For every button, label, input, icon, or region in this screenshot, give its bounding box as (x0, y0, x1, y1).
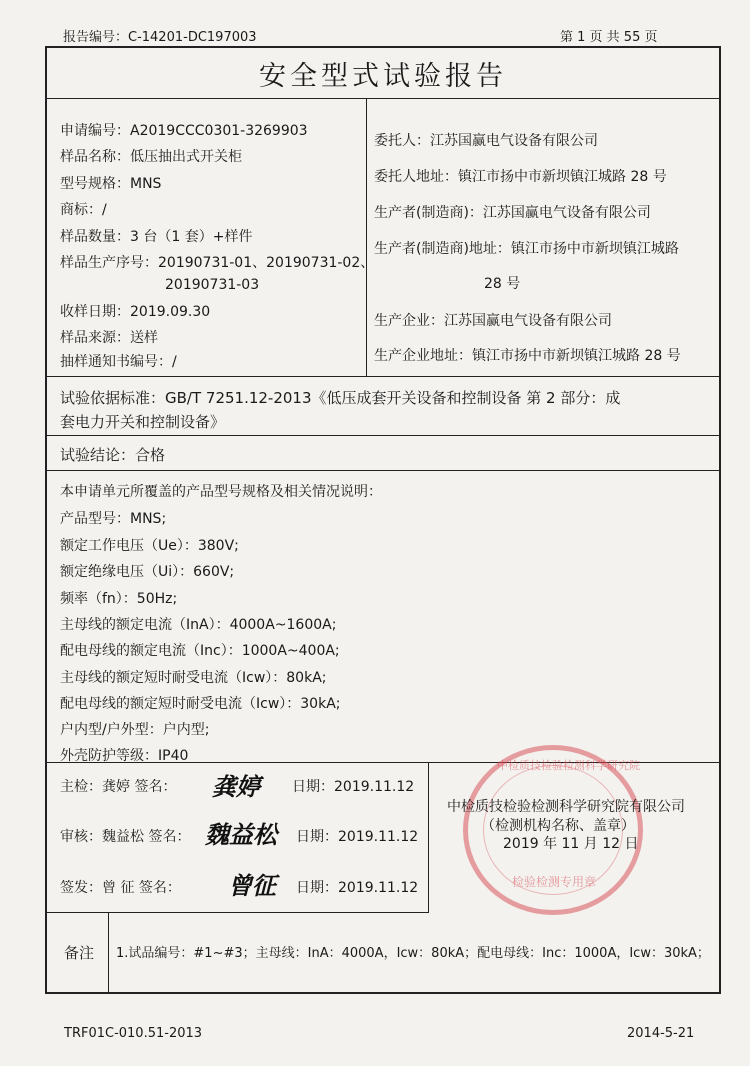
spec-line: 配电母线的额定电流（Inc）：1000A~400A; (60, 643, 340, 659)
test-standard: 试验依据标准：GB/T 7251.12-2013《低压成套开关设备和控制设备 第 2 部分：成 (60, 389, 621, 407)
producer-address: 生产企业地址：镇江市扬中市新坝镇江城路 28 号 (374, 348, 681, 364)
test-standard-cont: 套电力开关和控制设备》 (60, 413, 226, 431)
inspector-label: 主检：龚婷 签名： (60, 779, 177, 795)
manufacturer: 生产者(制造商)：江苏国赢电气设备有限公司 (374, 205, 651, 221)
report-number: 报告编号：C-14201-DC197003 (63, 30, 257, 45)
divider-conclusion (47, 435, 719, 436)
production-serial-cont: 20190731-03 (165, 277, 260, 293)
spec-line: 外壳防护等级：IP40 (60, 748, 189, 764)
spec-line: 频率（fn）：50Hz; (60, 591, 178, 607)
producer: 生产企业：江苏国赢电气设备有限公司 (374, 313, 612, 329)
divider-specs (47, 470, 719, 471)
spec-line: 主母线的额定短时耐受电流（Icw）：80kA; (60, 670, 327, 686)
inspector-date: 日期：2019.11.12 (292, 779, 415, 795)
inspector-signature: 龚婷 (212, 772, 260, 801)
trademark: 商标：/ (60, 202, 107, 218)
spec-line: 配电母线的额定短时耐受电流（Icw）：30kA; (60, 696, 341, 712)
seal-text-bottom: 检验检测专用章 (512, 875, 597, 889)
report-title: 安全型式试验报告 (47, 48, 719, 99)
client-address: 委托人地址：镇江市扬中市新坝镇江城路 28 号 (374, 169, 667, 185)
receipt-date: 收样日期：2019.09.30 (60, 304, 211, 320)
org-note: （检测机构名称、盖章） (481, 818, 635, 834)
remarks-label: 备注 (64, 944, 95, 962)
issuer-signature: 曾征 (228, 871, 276, 900)
application-no: 申请编号：A2019CCC0301-3269903 (60, 123, 308, 139)
specs-heading: 本申请单元所覆盖的产品型号规格及相关情况说明： (60, 484, 382, 500)
sample-qty: 样品数量：3 台（1 套）+样件 (60, 229, 253, 245)
spec-line: 户内型/户外型：户内型; (60, 722, 210, 738)
client: 委托人：江苏国赢电气设备有限公司 (374, 133, 598, 149)
divider-sign-bottom (47, 912, 429, 913)
production-serial: 样品生产序号：20190731-01、20190731-02、 (60, 255, 375, 271)
model-spec: 型号规格：MNS (60, 176, 162, 192)
test-conclusion: 试验结论：合格 (60, 446, 166, 464)
spec-line: 产品型号：MNS; (60, 511, 167, 527)
org-date: 2019 年 11 月 12 日 (503, 836, 639, 852)
testing-org: 中检质技检验检测科学研究院有限公司 (447, 799, 685, 815)
page-indicator: 第 1 页 共 55 页 (560, 30, 658, 45)
form-code: TRF01C-010.51-2013 (64, 1026, 203, 1041)
seal-text-top: 中检质技检验检测科学研究院 (497, 759, 640, 772)
manufacturer-address-cont: 28 号 (484, 276, 521, 292)
reviewer-label: 审核：魏益松 签名： (60, 829, 191, 845)
sampling-notice-no: 抽样通知书编号：/ (60, 354, 177, 370)
manufacturer-address: 生产者(制造商)地址：镇江市扬中市新坝镇江城路 (374, 241, 679, 257)
spec-line: 额定工作电压（Ue）：380V; (60, 538, 239, 554)
issuer-label: 签发：曾 征 签名： (60, 880, 181, 896)
spec-line: 主母线的额定电流（InA）：4000A~1600A; (60, 617, 337, 633)
info-divider (366, 98, 367, 376)
sample-source: 样品来源：送样 (60, 330, 158, 346)
issuer-date: 日期：2019.11.12 (296, 880, 419, 896)
remarks-divider (108, 912, 109, 992)
reviewer-date: 日期：2019.11.12 (296, 829, 419, 845)
reviewer-signature: 魏益松 (205, 820, 277, 849)
form-date: 2014-5-21 (627, 1026, 695, 1041)
remarks-text: 1.试品编号：#1~#3；主母线：InA：4000A，Icw：80kA；配电母线：Inc：1000A，Icw：30kA； (116, 946, 710, 961)
divider-standard (47, 376, 719, 377)
sample-name: 样品名称：低压抽出式开关柜 (60, 149, 242, 165)
spec-line: 额定绝缘电压（Ui）：660V; (60, 564, 235, 580)
sign-divider (428, 762, 429, 912)
